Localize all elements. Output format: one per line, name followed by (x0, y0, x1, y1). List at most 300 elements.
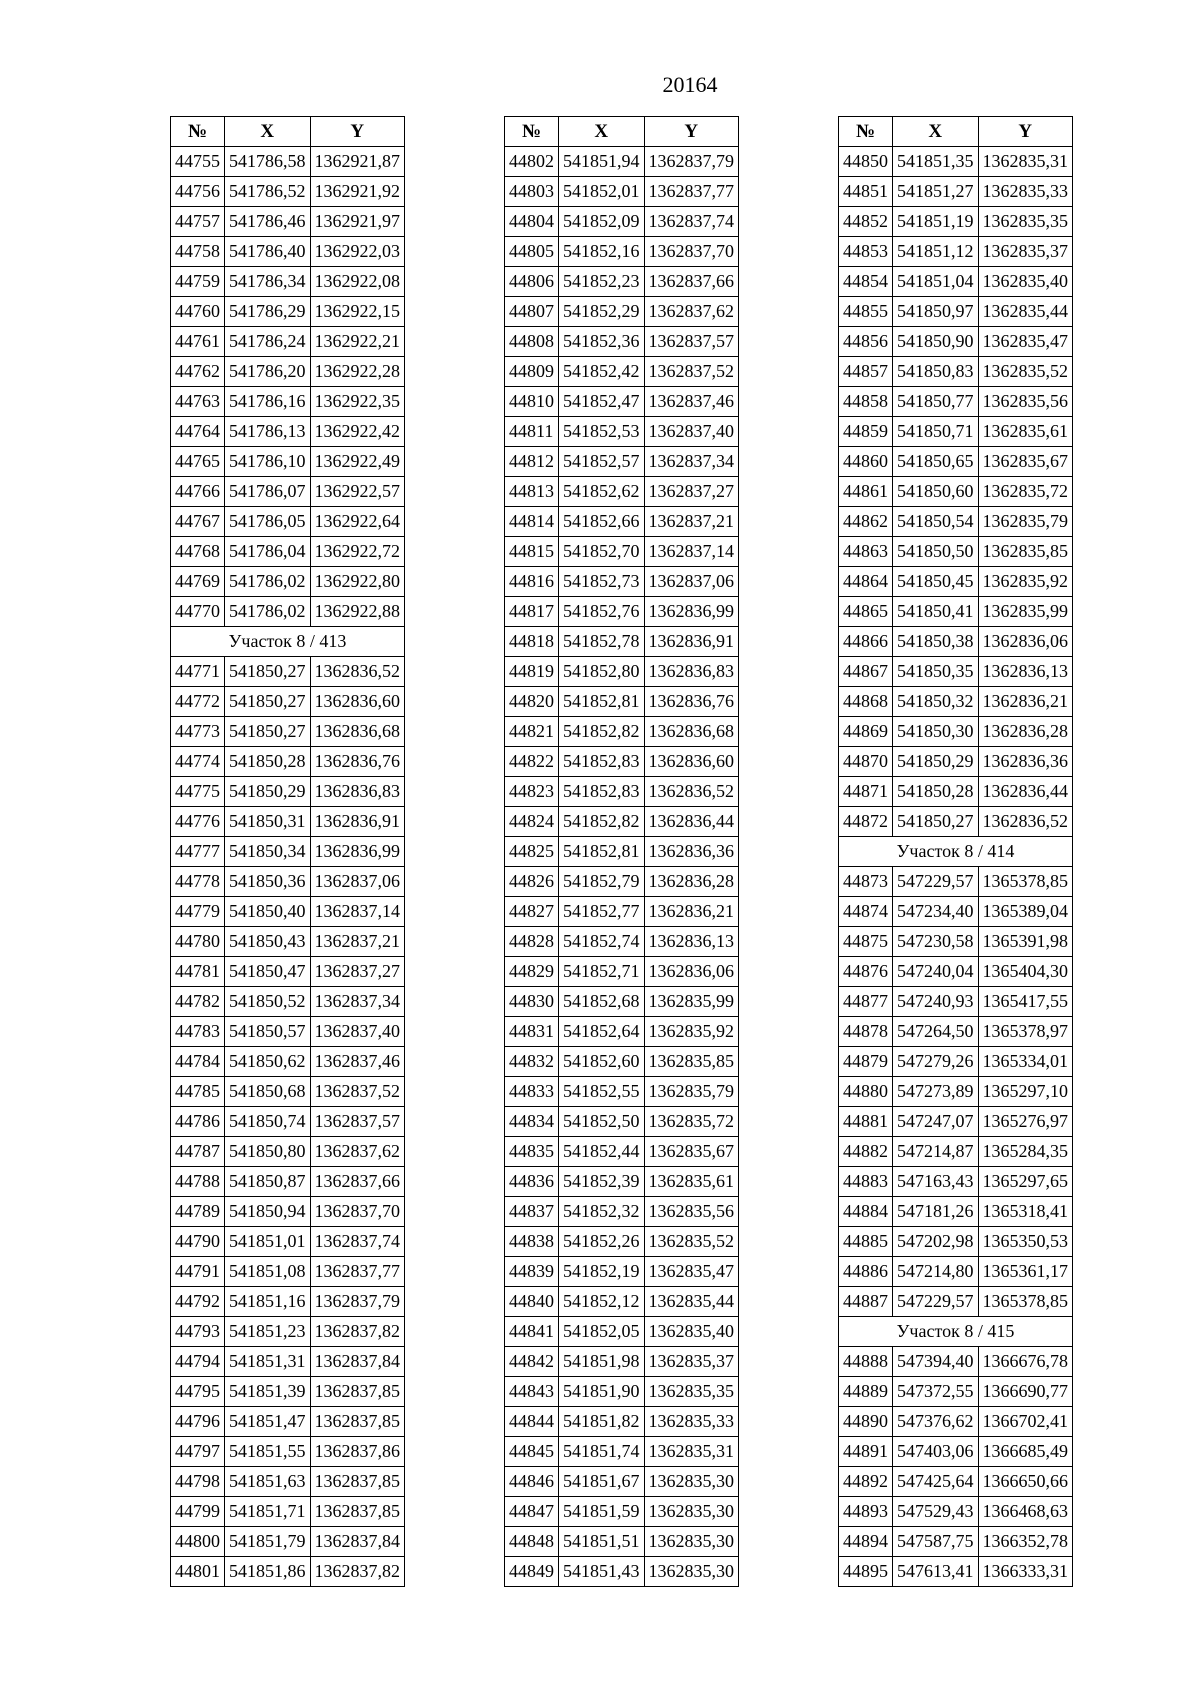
header-row (839, 117, 1073, 147)
cell-x: 541852,26 (559, 1227, 645, 1257)
table-row (505, 1197, 739, 1227)
cell-y: 1365391,98 (978, 927, 1073, 957)
cell-x: 541850,97 (893, 297, 979, 327)
cell-x: 541786,20 (225, 357, 311, 387)
table-row (839, 177, 1073, 207)
cell-y: 1362836,52 (644, 777, 739, 807)
cell-x: 547240,93 (893, 987, 979, 1017)
cell-num: 44783 (171, 1017, 225, 1047)
table-row (505, 927, 739, 957)
cell-y: 1362837,86 (310, 1437, 405, 1467)
cell-x: 541851,39 (225, 1377, 311, 1407)
cell-x: 541850,27 (893, 807, 979, 837)
cell-x: 541852,60 (559, 1047, 645, 1077)
table-row (171, 1017, 405, 1047)
cell-x: 541852,62 (559, 477, 645, 507)
cell-x: 541852,81 (559, 687, 645, 717)
cell-x: 541852,76 (559, 597, 645, 627)
cell-y: 1365404,30 (978, 957, 1073, 987)
cell-x: 541850,71 (893, 417, 979, 447)
header-x: X (559, 117, 645, 147)
table-row (171, 507, 405, 537)
header-number: № (839, 117, 893, 147)
cell-y: 1362837,21 (644, 507, 739, 537)
header-x: X (225, 117, 311, 147)
cell-y: 1362835,33 (978, 177, 1073, 207)
cell-num: 44889 (839, 1377, 893, 1407)
table-row (171, 1467, 405, 1497)
cell-num: 44771 (171, 657, 225, 687)
cell-y: 1362922,15 (310, 297, 405, 327)
cell-y: 1362835,72 (978, 477, 1073, 507)
cell-num: 44827 (505, 897, 559, 927)
cell-num: 44831 (505, 1017, 559, 1047)
cell-num: 44864 (839, 567, 893, 597)
cell-x: 541851,47 (225, 1407, 311, 1437)
cell-y: 1362836,83 (310, 777, 405, 807)
table-row (839, 537, 1073, 567)
table-row (171, 207, 405, 237)
cell-y: 1362837,34 (310, 987, 405, 1017)
table-row (505, 177, 739, 207)
table-row (839, 1287, 1073, 1317)
table-row (505, 567, 739, 597)
cell-num: 44799 (171, 1497, 225, 1527)
cell-num: 44890 (839, 1407, 893, 1437)
cell-y: 1362835,85 (978, 537, 1073, 567)
cell-y: 1362922,28 (310, 357, 405, 387)
cell-x: 547240,04 (893, 957, 979, 987)
cell-num: 44879 (839, 1047, 893, 1077)
cell-y: 1362837,82 (310, 1317, 405, 1347)
cell-y: 1362921,97 (310, 207, 405, 237)
table-row (171, 1167, 405, 1197)
cell-x: 541850,28 (893, 777, 979, 807)
cell-y: 1365334,01 (978, 1047, 1073, 1077)
cell-y: 1362837,74 (310, 1227, 405, 1257)
cell-num: 44832 (505, 1047, 559, 1077)
cell-y: 1362836,91 (644, 627, 739, 657)
cell-y: 1362835,72 (644, 1107, 739, 1137)
cell-y: 1365284,35 (978, 1137, 1073, 1167)
cell-x: 541851,98 (559, 1347, 645, 1377)
cell-num: 44815 (505, 537, 559, 567)
cell-num: 44824 (505, 807, 559, 837)
cell-num: 44758 (171, 237, 225, 267)
cell-num: 44892 (839, 1467, 893, 1497)
cell-x: 541850,28 (225, 747, 311, 777)
cell-y: 1365389,04 (978, 897, 1073, 927)
cell-num: 44776 (171, 807, 225, 837)
cell-num: 44789 (171, 1197, 225, 1227)
cell-y: 1362837,84 (310, 1347, 405, 1377)
cell-num: 44773 (171, 717, 225, 747)
table-row (505, 417, 739, 447)
cell-num: 44852 (839, 207, 893, 237)
cell-y: 1362835,30 (644, 1557, 739, 1587)
cell-x: 547279,26 (893, 1047, 979, 1077)
cell-x: 541852,47 (559, 387, 645, 417)
cell-y: 1362837,14 (310, 897, 405, 927)
cell-num: 44894 (839, 1527, 893, 1557)
cell-y: 1362835,30 (644, 1467, 739, 1497)
cell-x: 547163,43 (893, 1167, 979, 1197)
cell-y: 1362922,35 (310, 387, 405, 417)
cell-x: 541851,71 (225, 1497, 311, 1527)
cell-x: 541852,79 (559, 867, 645, 897)
table-row (171, 807, 405, 837)
cell-x: 541851,08 (225, 1257, 311, 1287)
cell-x: 541851,90 (559, 1377, 645, 1407)
cell-x: 541851,79 (225, 1527, 311, 1557)
table-row (839, 147, 1073, 177)
cell-x: 541850,40 (225, 897, 311, 927)
section-label: Участок 8 / 415 (839, 1317, 1073, 1347)
cell-y: 1362835,67 (978, 447, 1073, 477)
table-row (505, 807, 739, 837)
cell-x: 541852,71 (559, 957, 645, 987)
cell-y: 1362835,30 (644, 1497, 739, 1527)
table-row (505, 1317, 739, 1347)
cell-num: 44760 (171, 297, 225, 327)
table-row (171, 1077, 405, 1107)
cell-num: 44778 (171, 867, 225, 897)
cell-num: 44798 (171, 1467, 225, 1497)
table-row (839, 1047, 1073, 1077)
cell-num: 44818 (505, 627, 559, 657)
cell-num: 44881 (839, 1107, 893, 1137)
cell-num: 44885 (839, 1227, 893, 1257)
table-row (839, 1407, 1073, 1437)
cell-y: 1366702,41 (978, 1407, 1073, 1437)
table-row (839, 1137, 1073, 1167)
table-row (505, 987, 739, 1017)
table-row (839, 447, 1073, 477)
table-row (505, 1497, 739, 1527)
cell-num: 44893 (839, 1497, 893, 1527)
cell-y: 1362837,27 (644, 477, 739, 507)
cell-y: 1362837,21 (310, 927, 405, 957)
cell-x: 541852,23 (559, 267, 645, 297)
cell-y: 1362922,49 (310, 447, 405, 477)
page-number: 20164 (662, 72, 718, 97)
cell-y: 1365378,85 (978, 1287, 1073, 1317)
cell-num: 44840 (505, 1287, 559, 1317)
cell-num: 44876 (839, 957, 893, 987)
cell-y: 1362837,84 (310, 1527, 405, 1557)
cell-y: 1362837,74 (644, 207, 739, 237)
cell-x: 541851,63 (225, 1467, 311, 1497)
cell-num: 44883 (839, 1167, 893, 1197)
cell-x: 541851,67 (559, 1467, 645, 1497)
cell-x: 541850,94 (225, 1197, 311, 1227)
cell-x: 541852,70 (559, 537, 645, 567)
cell-num: 44834 (505, 1107, 559, 1137)
cell-num: 44766 (171, 477, 225, 507)
table-row (505, 1167, 739, 1197)
table-row (171, 1287, 405, 1317)
table-row (839, 1227, 1073, 1257)
cell-num: 44884 (839, 1197, 893, 1227)
cell-num: 44777 (171, 837, 225, 867)
cell-x: 541850,38 (893, 627, 979, 657)
cell-x: 541850,27 (225, 657, 311, 687)
cell-x: 541786,13 (225, 417, 311, 447)
cell-num: 44796 (171, 1407, 225, 1437)
table-row (839, 297, 1073, 327)
table-row (839, 957, 1073, 987)
cell-x: 541850,27 (225, 717, 311, 747)
cell-num: 44779 (171, 897, 225, 927)
cell-y: 1362837,85 (310, 1497, 405, 1527)
cell-num: 44829 (505, 957, 559, 987)
cell-x: 541786,58 (225, 147, 311, 177)
cell-y: 1362837,62 (644, 297, 739, 327)
table-row (171, 417, 405, 447)
cell-y: 1362835,79 (644, 1077, 739, 1107)
cell-num: 44793 (171, 1317, 225, 1347)
cell-y: 1362835,99 (644, 987, 739, 1017)
header-y: Y (978, 117, 1073, 147)
table-row (839, 807, 1073, 837)
cell-y: 1362835,85 (644, 1047, 739, 1077)
cell-y: 1362837,85 (310, 1407, 405, 1437)
cell-x: 541850,52 (225, 987, 311, 1017)
table-row (171, 267, 405, 297)
cell-x: 541786,24 (225, 327, 311, 357)
table-row (505, 657, 739, 687)
cell-x: 541852,16 (559, 237, 645, 267)
table-row (839, 1557, 1073, 1587)
cell-y: 1362837,52 (644, 357, 739, 387)
cell-x: 541851,51 (559, 1527, 645, 1557)
cell-x: 541786,02 (225, 567, 311, 597)
cell-y: 1362836,28 (978, 717, 1073, 747)
table-row (505, 627, 739, 657)
table-row (505, 1077, 739, 1107)
cell-y: 1362837,70 (310, 1197, 405, 1227)
table-row (839, 687, 1073, 717)
cell-x: 541786,46 (225, 207, 311, 237)
cell-y: 1365417,55 (978, 987, 1073, 1017)
cell-num: 44768 (171, 537, 225, 567)
cell-y: 1362837,66 (310, 1167, 405, 1197)
cell-x: 541851,74 (559, 1437, 645, 1467)
cell-num: 44767 (171, 507, 225, 537)
cell-x: 541850,83 (893, 357, 979, 387)
cell-x: 541850,41 (893, 597, 979, 627)
cell-x: 547376,62 (893, 1407, 979, 1437)
table-row (171, 1407, 405, 1437)
table-row (505, 1437, 739, 1467)
cell-y: 1362836,68 (310, 717, 405, 747)
cell-num: 44788 (171, 1167, 225, 1197)
cell-y: 1362836,28 (644, 867, 739, 897)
cell-y: 1362835,92 (978, 567, 1073, 597)
table-row (171, 1257, 405, 1287)
table-row (171, 1047, 405, 1077)
table-row (505, 597, 739, 627)
table-row (171, 1497, 405, 1527)
table-row (839, 477, 1073, 507)
table-row (839, 927, 1073, 957)
cell-x: 541851,35 (893, 147, 979, 177)
cell-y: 1365318,41 (978, 1197, 1073, 1227)
cell-num: 44843 (505, 1377, 559, 1407)
cell-num: 44816 (505, 567, 559, 597)
cell-num: 44808 (505, 327, 559, 357)
table-row (505, 1347, 739, 1377)
cell-num: 44868 (839, 687, 893, 717)
cell-y: 1366650,66 (978, 1467, 1073, 1497)
cell-y: 1366352,78 (978, 1527, 1073, 1557)
table-row (839, 507, 1073, 537)
cell-x: 547234,40 (893, 897, 979, 927)
table-row (171, 1527, 405, 1557)
cell-num: 44891 (839, 1437, 893, 1467)
table-row (505, 1107, 739, 1137)
cell-y: 1362836,36 (644, 837, 739, 867)
cell-num: 44770 (171, 597, 225, 627)
table-row (171, 747, 405, 777)
cell-y: 1362837,57 (644, 327, 739, 357)
cell-y: 1366685,49 (978, 1437, 1073, 1467)
cell-num: 44880 (839, 1077, 893, 1107)
cell-x: 541850,29 (893, 747, 979, 777)
table-row (839, 897, 1073, 927)
cell-y: 1362835,37 (978, 237, 1073, 267)
cell-x: 541786,29 (225, 297, 311, 327)
cell-y: 1362835,47 (978, 327, 1073, 357)
cell-y: 1362837,77 (310, 1257, 405, 1287)
cell-y: 1362836,21 (644, 897, 739, 927)
cell-x: 541852,83 (559, 747, 645, 777)
header-row (505, 117, 739, 147)
cell-x: 541786,10 (225, 447, 311, 477)
cell-x: 541852,12 (559, 1287, 645, 1317)
cell-x: 541852,77 (559, 897, 645, 927)
table-row (839, 777, 1073, 807)
table-row (505, 1137, 739, 1167)
cell-x: 541850,65 (893, 447, 979, 477)
cell-num: 44846 (505, 1467, 559, 1497)
table-row (171, 327, 405, 357)
cell-y: 1362837,06 (310, 867, 405, 897)
cell-y: 1362835,35 (644, 1377, 739, 1407)
table-row (839, 1527, 1073, 1557)
cell-y: 1362835,52 (644, 1227, 739, 1257)
cell-x: 541851,23 (225, 1317, 311, 1347)
cell-num: 44830 (505, 987, 559, 1017)
cell-num: 44850 (839, 147, 893, 177)
cell-num: 44820 (505, 687, 559, 717)
table-row (505, 237, 739, 267)
cell-y: 1362836,52 (310, 657, 405, 687)
cell-x: 541852,66 (559, 507, 645, 537)
table-row (505, 387, 739, 417)
cell-y: 1365297,65 (978, 1167, 1073, 1197)
cell-y: 1362836,44 (644, 807, 739, 837)
cell-num: 44809 (505, 357, 559, 387)
table-row (839, 1437, 1073, 1467)
cell-num: 44857 (839, 357, 893, 387)
cell-y: 1362836,60 (310, 687, 405, 717)
cell-y: 1362837,34 (644, 447, 739, 477)
cell-y: 1362835,67 (644, 1137, 739, 1167)
cell-num: 44791 (171, 1257, 225, 1287)
cell-num: 44811 (505, 417, 559, 447)
table-row (839, 417, 1073, 447)
cell-x: 541850,77 (893, 387, 979, 417)
cell-y: 1362835,33 (644, 1407, 739, 1437)
cell-num: 44859 (839, 417, 893, 447)
cell-y: 1362922,08 (310, 267, 405, 297)
cell-y: 1362835,47 (644, 1257, 739, 1287)
cell-y: 1362837,52 (310, 1077, 405, 1107)
cell-num: 44851 (839, 177, 893, 207)
cell-num: 44874 (839, 897, 893, 927)
table-row (839, 267, 1073, 297)
table-row (505, 867, 739, 897)
cell-num: 44855 (839, 297, 893, 327)
table-row (839, 867, 1073, 897)
cell-y: 1366676,78 (978, 1347, 1073, 1377)
cell-y: 1362922,57 (310, 477, 405, 507)
cell-num: 44784 (171, 1047, 225, 1077)
table-row (505, 297, 739, 327)
table-row (839, 627, 1073, 657)
cell-x: 547394,40 (893, 1347, 979, 1377)
cell-y: 1365350,53 (978, 1227, 1073, 1257)
cell-num: 44847 (505, 1497, 559, 1527)
cell-x: 541852,29 (559, 297, 645, 327)
table-row (839, 1077, 1073, 1107)
cell-y: 1362836,36 (978, 747, 1073, 777)
cell-num: 44887 (839, 1287, 893, 1317)
cell-x: 541852,80 (559, 657, 645, 687)
cell-y: 1366468,63 (978, 1497, 1073, 1527)
table-row (839, 717, 1073, 747)
table-row (171, 147, 405, 177)
cell-x: 547372,55 (893, 1377, 979, 1407)
table-row (171, 1197, 405, 1227)
cell-y: 1362922,64 (310, 507, 405, 537)
table-row (505, 267, 739, 297)
cell-x: 547202,98 (893, 1227, 979, 1257)
table-row (839, 387, 1073, 417)
cell-x: 541786,02 (225, 597, 311, 627)
table-row (505, 897, 739, 927)
cell-num: 44844 (505, 1407, 559, 1437)
coordinate-table-1 (170, 116, 405, 1587)
section-row (171, 627, 405, 657)
cell-num: 44873 (839, 867, 893, 897)
cell-x: 541850,45 (893, 567, 979, 597)
cell-x: 541850,43 (225, 927, 311, 957)
cell-y: 1362921,87 (310, 147, 405, 177)
cell-x: 541852,82 (559, 807, 645, 837)
cell-num: 44872 (839, 807, 893, 837)
cell-num: 44853 (839, 237, 893, 267)
table-row (171, 447, 405, 477)
cell-y: 1362835,40 (644, 1317, 739, 1347)
cell-x: 541850,62 (225, 1047, 311, 1077)
cell-y: 1362835,61 (978, 417, 1073, 447)
cell-y: 1362837,46 (644, 387, 739, 417)
table-row (505, 357, 739, 387)
cell-y: 1362835,61 (644, 1167, 739, 1197)
cell-x: 547214,80 (893, 1257, 979, 1287)
